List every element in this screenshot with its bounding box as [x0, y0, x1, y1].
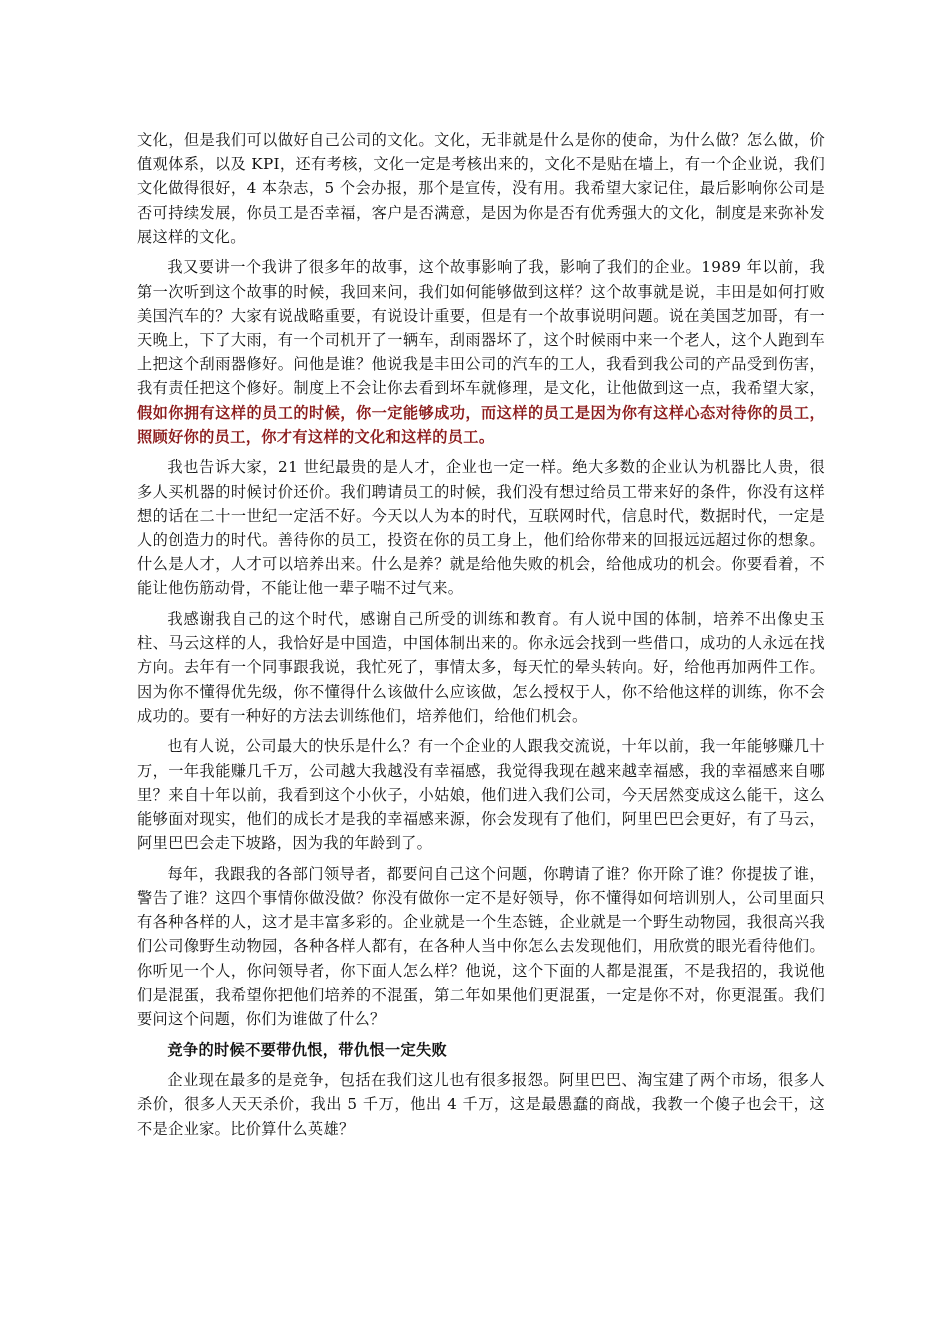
paragraph-competition: 企业现在最多的是竞争，包括在我们这儿也有很多报怨。阿里巴巴、淘宝建了两个市场，很多人杀价，很多人天天杀价，我出 5 千万，他出 4 千万，这是最愚蠢的商战，我教一个傻子也会干，这不是企业家。比价算什么英雄？	[137, 1071, 825, 1138]
paragraph-leadership: 每年，我跟我的各部门领导者，都要问自己这个问题，你聘请了谁？你开除了谁？你提拔了谁，警告了谁？这四个事情你做没做？你没有做你一定不是好领导，你不懂得如何培训别人，公司里面只有各种各样的人，这才是丰富多彩的。企业就是一个生态链，企业就是一个野生动物园，我很高兴我们公司像野生动物园，各种各样人都有，在各种人当中你怎么去发现他们，用欣赏的眼光看待他们。你听见一个人，你问领导者，你下面人怎么样？他说，这个下面的人都是混蛋，不是我招的，我说他们是混蛋，我希望你把他们培养的不混蛋，第二年如果他们更混蛋，一定是你不对，你更混蛋。我们要问这个问题，你们为谁做了什么？	[137, 864, 825, 1029]
section-heading: 竞争的时候不要带仇恨，带仇恨一定失败	[167, 1040, 448, 1059]
toyota-story-text: 我又要讲一个我讲了很多年的故事，这个故事影响了我，影响了我们的企业。1989 年以前，我第一次听到这个故事的时候，我回来问，我们如何能够做到这样？这个故事就是说，丰田是如何打败美国汽车的？大家有说战略重要，有说设计重要，但是有一个故事说明问题。说在美国芝加哥，有一天晚上，下了大雨，有一个司机开了一辆车，刮雨器坏了，这个时候雨中来一个老人，这个人跑到车上把这个刮雨器修好。问他是谁？他说我是丰田公司的汽车的工人，我看到我公司的产品受到伤害，我有责任把这个修好。制度上不会让你去看到坏车就修理，是文化，让他做到这一点，我希望大家，	[137, 258, 825, 398]
paragraph-culture: 文化，但是我们可以做好自己公司的文化。文化，无非就是什么是你的使命，为什么做？怎么做，价值观体系，以及 KPI，还有考核，文化一定是考核出来的，文化不是贴在墙上，有一个企业说，我们文化做得很好，4 本杂志，5 个会办报，那个是宣传，没有用。我希望大家记住，最后影响你公司是否可持续发展，你员工是否幸福，客户是否满意，是因为你是否有优秀强大的文化，制度是来弥补发展这样的文化。	[137, 131, 825, 246]
paragraph-talent: 我也告诉大家，21 世纪最贵的是人才，企业也一定一样。绝大多数的企业认为机器比人贵，很多人买机器的时候讨价还价。我们聘请员工的时候，我们没有想过给员工带来好的条件，你没有这样想的话在二十一世纪一定活不好。今天以人为本的时代，互联网时代，信息时代，数据时代，一定是人的创造力的时代。善待你的员工，投资在你的员工身上，他们给你带来的回报远远超过你的想象。什么是人才，人才可以培养出来。什么是养？就是给他失败的机会，给他成功的机会。你要看着，不能让他伤筋动骨，不能让他一辈子喘不过气来。	[137, 458, 825, 598]
paragraph-training: 我感谢我自己的这个时代，感谢自己所受的训练和教育。有人说中国的体制，培养不出像史玉柱、马云这样的人，我恰好是中国造，中国体制出来的。你永远会找到一些借口，成功的人永远在找方向。去年有一个同事跟我说，我忙死了，事情太多，每天忙的晕头转向。好，给他再加两件工作。因为你不懂得优先级，你不懂得什么该做什么应该做，怎么授权于人，你不给他这样的训练，你不会成功的。要有一种好的方法去训练他们，培养他们，给他们机会。	[137, 610, 825, 725]
paragraph-happiness: 也有人说，公司最大的快乐是什么？有一个企业的人跟我交流说，十年以前，我一年能够赚几十万，一年我能赚几千万，公司越大我越没有幸福感，我觉得我现在越来越幸福感，我的幸福感来自哪里？来自十年以前，我看到这个小伙子，小姑娘，他们进入我们公司，今天居然变成这么能干，这么能够面对现实，他们的成长才是我的幸福感来源，你会发现有了他们，阿里巴巴会更好，有了马云，阿里巴巴会走下坡路，因为我的年龄到了。	[137, 737, 825, 853]
paragraph-toyota-story	[137, 255, 825, 449]
document-body	[137, 128, 825, 1147]
highlighted-text: 假如你拥有这样的员工的时候，你一定能够成功，而这样的员工是因为你有这样心态对待你的员工，照顾好你的员工，你才有这样的文化和这样的员工。	[137, 403, 825, 446]
